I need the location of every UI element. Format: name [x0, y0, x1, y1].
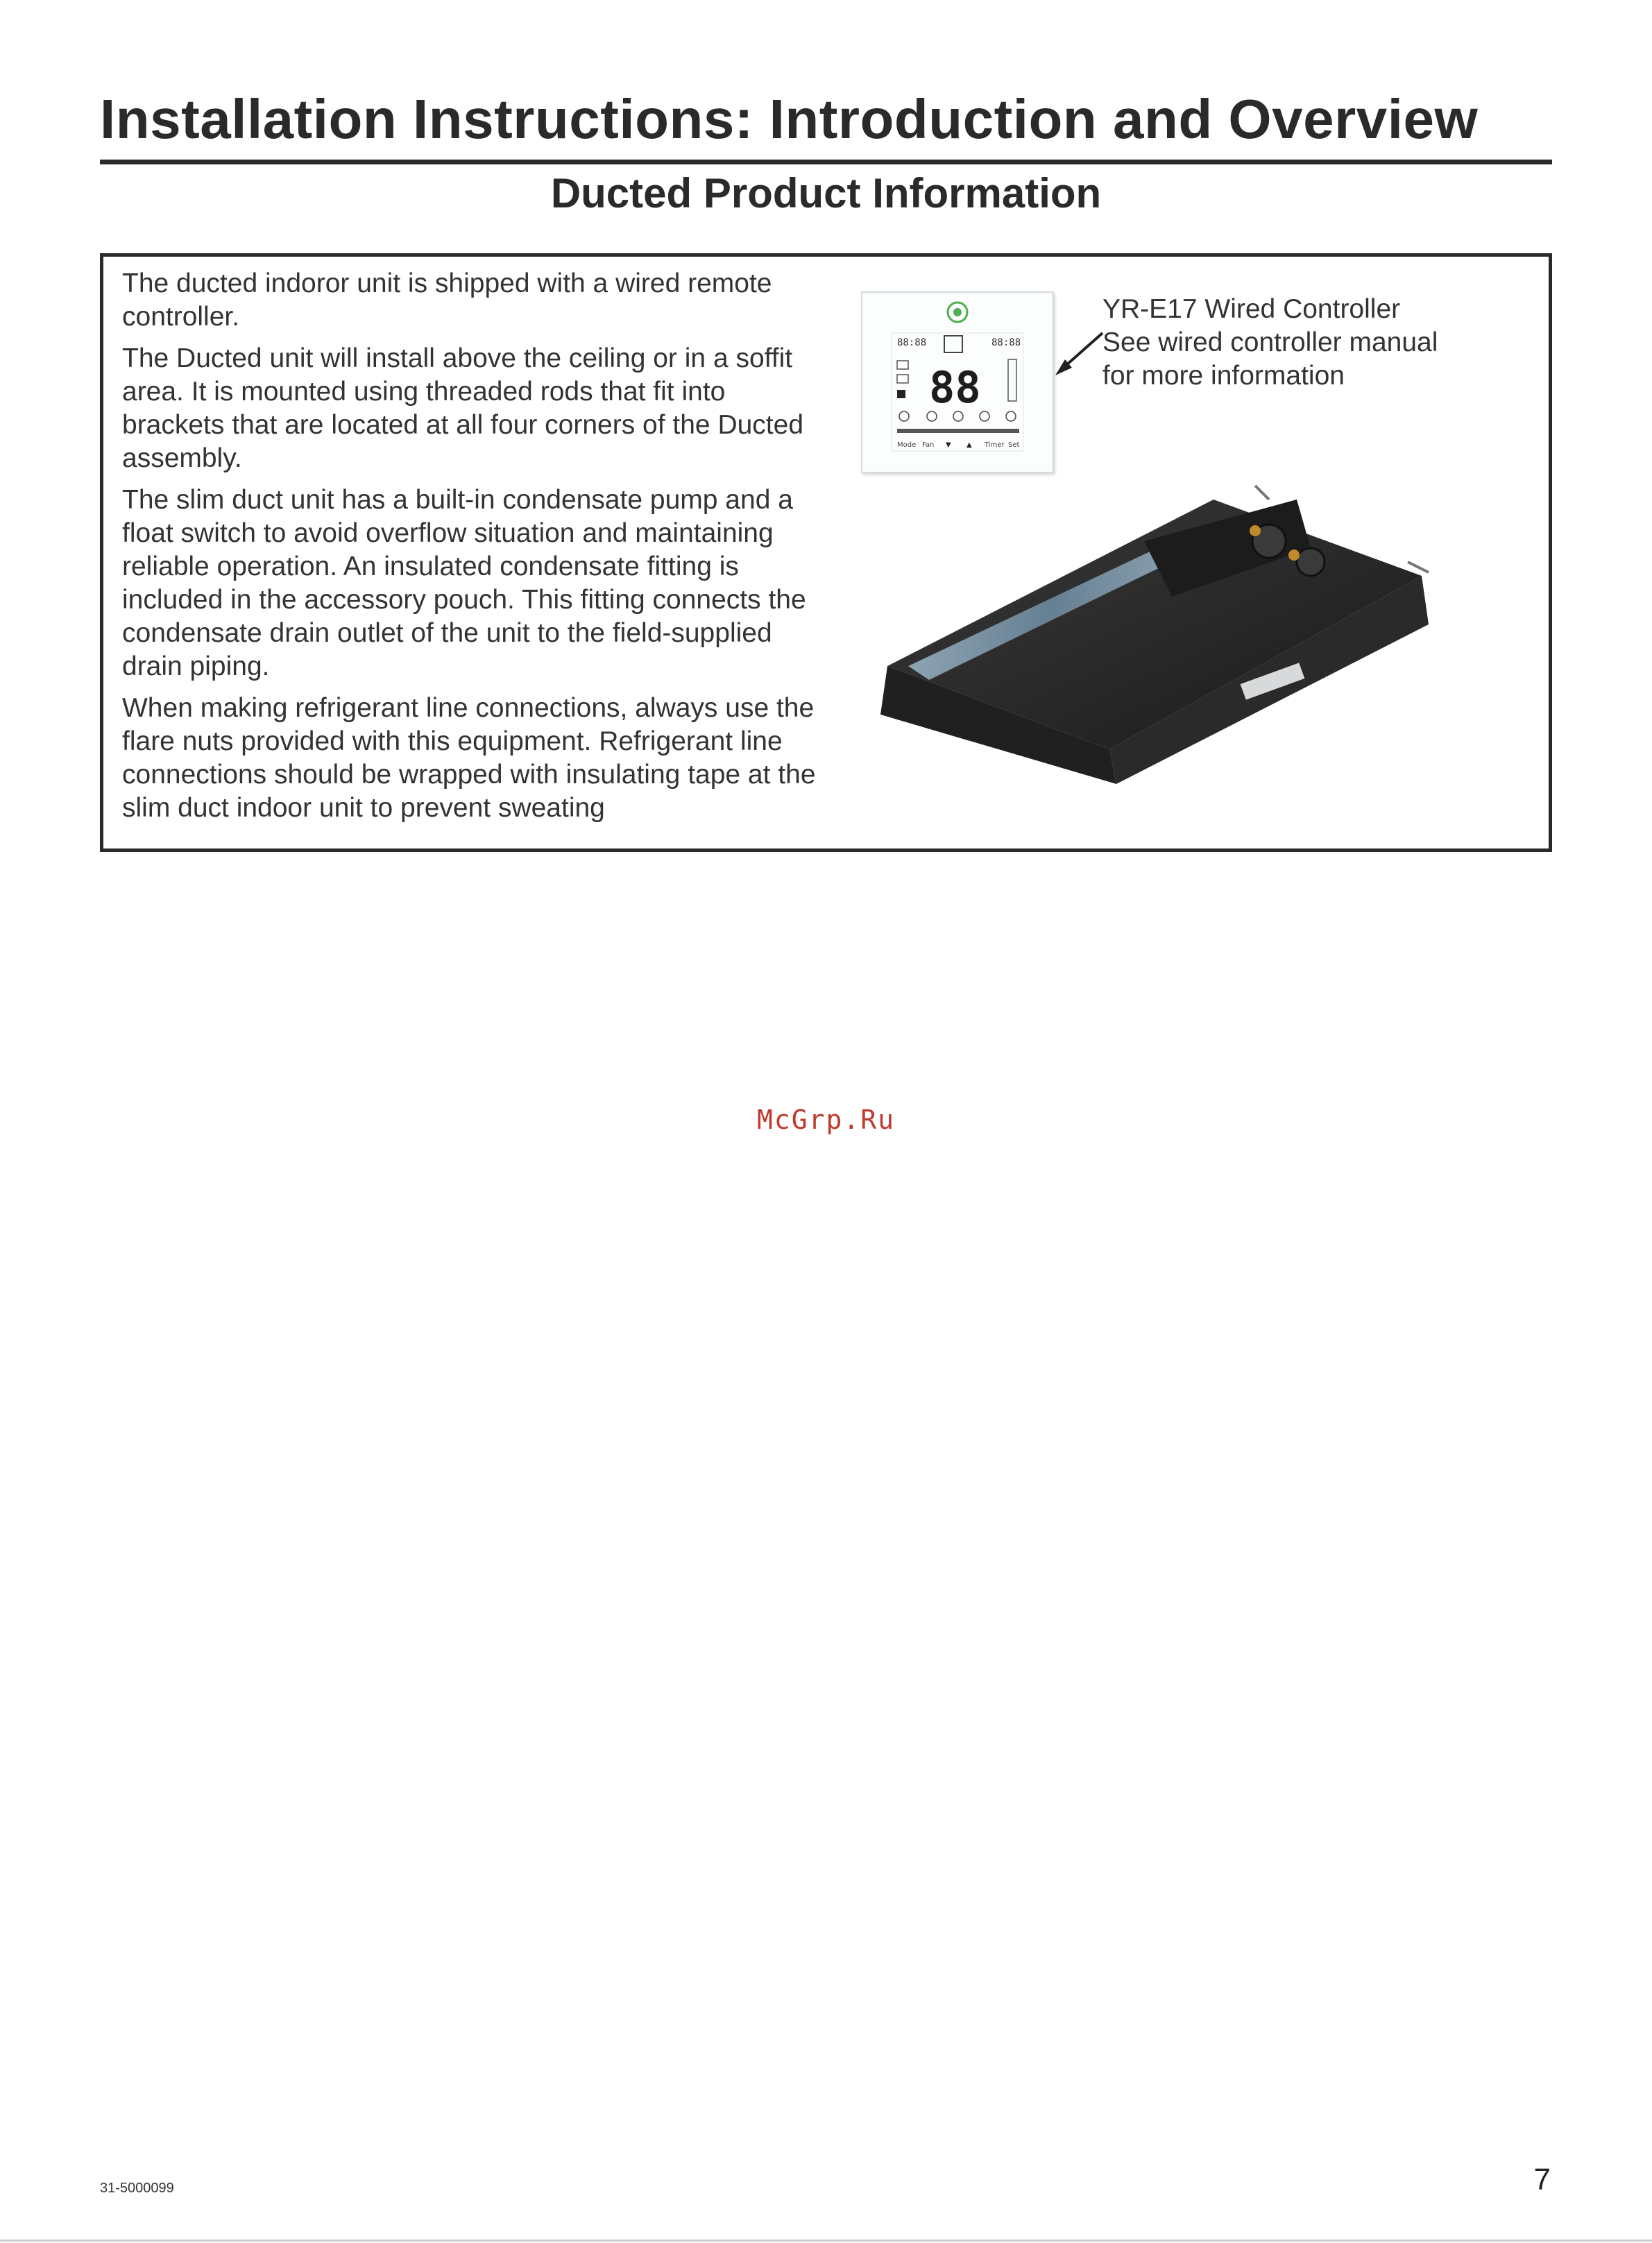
callout-line: See wired controller manual: [1102, 327, 1438, 357]
page-number: 7: [1533, 2163, 1551, 2197]
wired-controller-image: [861, 291, 1054, 473]
temperature-readout: 88: [929, 362, 981, 413]
clock-right: 88:88: [991, 337, 1021, 348]
ducted-unit-image: [880, 458, 1436, 791]
btn-fan: Fan: [922, 441, 935, 449]
controller-callout: [1102, 293, 1533, 393]
btn-down: ▼: [946, 441, 951, 449]
title-divider: [100, 160, 1552, 164]
callout-line: for more information: [1102, 361, 1345, 391]
document-number: 31-5000099: [100, 2181, 174, 2196]
bottom-divider: [0, 2240, 1652, 2242]
paragraph: When making refrigerant line connections, always use the flare nuts provided with this equipment. Refrigerant line connections should be wrapped with insulating tape at the slim duct indoor unit to prevent sweating: [122, 693, 816, 823]
description-text: [122, 267, 823, 833]
paragraph: The ducted indoror unit is shipped with a wired remote controller.: [122, 268, 772, 332]
callout-line: YR-E17 Wired Controller: [1102, 294, 1401, 324]
btn-mode: Mode: [897, 441, 917, 449]
btn-timer: Timer: [985, 441, 1005, 449]
btn-set: Set: [1008, 441, 1020, 449]
page-title: Installation Instructions: Introduction and Overview: [100, 88, 1479, 150]
clock-left: 88:88: [897, 337, 927, 348]
section-subtitle: Ducted Product Information: [550, 170, 1102, 216]
product-info-box: [100, 253, 1552, 852]
btn-up: ▲: [966, 441, 972, 449]
paragraph: The Ducted unit will install above the ceiling or in a soffit area. It is mounted using threaded rods that fit into brackets that are located at all four corners of the Ducted assembly.: [122, 343, 804, 473]
watermark: McGrp.Ru: [756, 1105, 896, 1135]
paragraph: The slim duct unit has a built-in condensate pump and a float switch to avoid overflow situation and maintaining reliable operation. An insulated condensate fitting is included in the accessory pouch. This fitting connects the condensate drain outlet of the unit to the field-supplied drain piping.: [122, 485, 806, 681]
